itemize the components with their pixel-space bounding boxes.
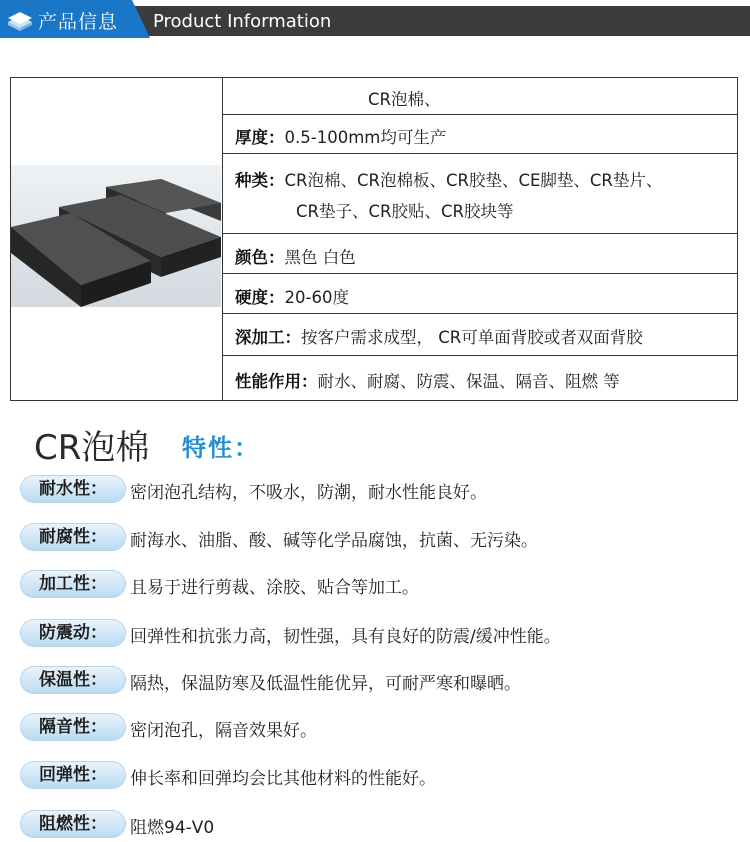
- table-row-processing: [223, 314, 737, 356]
- table-row-color: [223, 234, 737, 274]
- row-title-value: CR泡棉、: [368, 90, 441, 109]
- row-performance-key: 性能作用：: [235, 372, 318, 391]
- feature-description: 伸长率和回弹均会比其他材料的性能好。: [130, 769, 436, 789]
- row-processing-value: 按客户需求成型， CR可单面背胶或者双面背胶: [301, 328, 643, 347]
- header-banner: [0, 0, 750, 38]
- row-thickness-key: 厚度：: [235, 128, 285, 147]
- feature-item: [20, 475, 730, 503]
- books-icon: [6, 8, 34, 32]
- feature-description: 密闭泡孔，隔音效果好。: [130, 721, 317, 741]
- row-types-value: CR泡棉、CR泡棉板、CR胶垫、CE脚垫、CR垫片、: [284, 171, 663, 190]
- table-row-types: [223, 154, 737, 234]
- feature-item: [20, 761, 730, 789]
- table-row-thickness: [223, 115, 737, 154]
- feature-description: 密闭泡孔结构，不吸水，防潮，耐水性能良好。: [130, 483, 487, 503]
- row-types-key: 种类：: [235, 171, 285, 190]
- feature-item: [20, 523, 730, 551]
- feature-item: [20, 619, 730, 647]
- feature-label-pill: 耐腐性：: [20, 523, 126, 551]
- feature-item: [20, 570, 730, 598]
- feature-description: 且易于进行剪裁、涂胶、贴合等加工。: [130, 578, 419, 598]
- table-row-title: [223, 78, 737, 115]
- foam-blocks-image: [11, 165, 221, 307]
- feature-label-pill: 防震动：: [20, 619, 126, 647]
- table-row-hardness: [223, 274, 737, 314]
- feature-label-pill: 阻燃性：: [20, 810, 126, 838]
- banner-title-en: Product Information: [153, 11, 332, 32]
- product-image-cell: [11, 78, 223, 400]
- row-color-value: 黑色 白色: [284, 248, 356, 267]
- features-heading: [34, 420, 260, 469]
- feature-item: [20, 713, 730, 741]
- features-subtitle: 特性：: [182, 434, 260, 462]
- table-row-performance: [223, 356, 737, 400]
- row-thickness-value: 0.5-100mm均可生产: [284, 128, 447, 147]
- feature-description: 耐海水、油脂、酸、碱等化学品腐蚀，抗菌、无污染。: [130, 531, 538, 551]
- row-hardness-value: 20-60度: [284, 288, 349, 307]
- features-title: CR泡棉: [34, 428, 150, 468]
- feature-description: 隔热，保温防寒及低温性能优异，可耐严寒和曝晒。: [130, 674, 521, 694]
- feature-item: [20, 666, 730, 694]
- feature-label-pill: 保温性：: [20, 666, 126, 694]
- product-info-table: [10, 77, 738, 401]
- feature-item: [20, 810, 730, 838]
- feature-label-pill: 隔音性：: [20, 713, 126, 741]
- feature-label-pill: 回弹性：: [20, 761, 126, 789]
- product-photo: [11, 165, 221, 307]
- feature-label-pill: 加工性：: [20, 570, 126, 598]
- row-types-value-line2: CR垫子、CR胶贴、CR胶块等: [296, 202, 514, 221]
- row-hardness-key: 硬度：: [235, 288, 285, 307]
- feature-description: 回弹性和抗张力高，韧性强，具有良好的防震/缓冲性能。: [130, 627, 561, 647]
- feature-description: 阻燃94-V0: [130, 818, 215, 838]
- banner-title-cn: 产品信息: [38, 11, 119, 33]
- row-processing-key: 深加工：: [235, 328, 301, 347]
- feature-label-pill: 耐水性：: [20, 475, 126, 503]
- row-performance-value: 耐水、耐腐、防震、保温、隔音、阻燃 等: [317, 372, 620, 391]
- row-color-key: 颜色：: [235, 248, 285, 267]
